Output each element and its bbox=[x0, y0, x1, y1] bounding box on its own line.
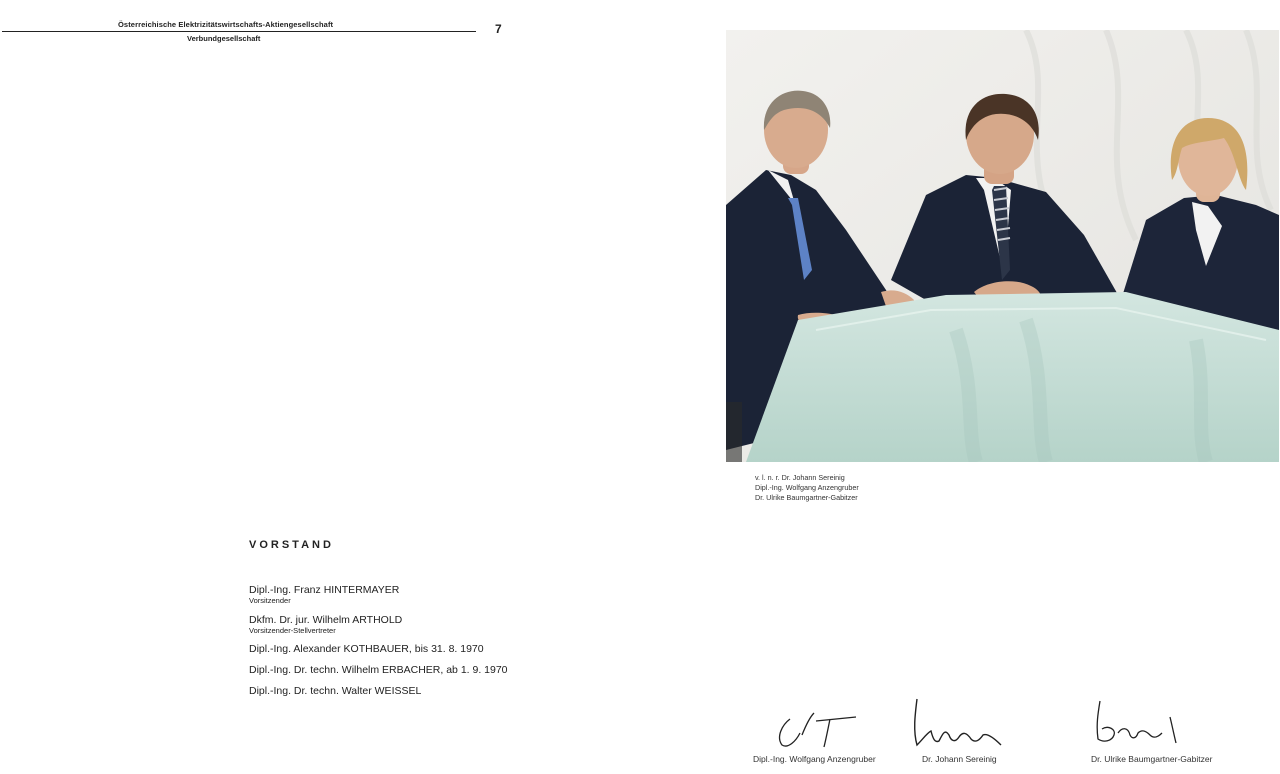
header-rule bbox=[2, 31, 476, 32]
signature-baumgartner-gabitzer bbox=[1090, 695, 1190, 753]
page-number: 7 bbox=[495, 22, 502, 36]
signature-sereinig bbox=[905, 695, 1015, 753]
member-role: Vorsitzender-Stellvertreter bbox=[249, 626, 336, 635]
photo-caption bbox=[755, 473, 859, 503]
member-name: Dipl.-Ing. Dr. techn. Wilhelm ERBACHER, ab 1. 9. 1970 bbox=[249, 664, 508, 676]
header-subtitle: Verbundgesellschaft bbox=[187, 34, 261, 43]
board-member bbox=[249, 643, 484, 655]
caption-line: Dr. Ulrike Baumgartner-Gabitzer bbox=[755, 493, 858, 502]
signature-name: Dr. Johann Sereinig bbox=[922, 754, 997, 764]
board-member bbox=[249, 685, 421, 697]
caption-line: v. l. n. r. Dr. Johann Sereinig bbox=[755, 473, 845, 482]
board-member bbox=[249, 664, 508, 676]
member-name: Dipl.-Ing. Franz HINTERMAYER bbox=[249, 584, 400, 596]
header-company: Österreichische Elektrizitätswirtschafts-Aktiengesellschaft bbox=[118, 20, 334, 29]
member-name: Dipl.-Ing. Alexander KOTHBAUER, bis 31. 8. 1970 bbox=[249, 643, 484, 655]
board-member bbox=[249, 584, 399, 605]
caption-line: Dipl.-Ing. Wolfgang Anzengruber bbox=[755, 483, 859, 492]
signature-name: Dr. Ulrike Baumgartner-Gabitzer bbox=[1091, 754, 1213, 764]
section-title: VORSTAND bbox=[249, 539, 334, 551]
board-member bbox=[249, 614, 402, 635]
board-photo bbox=[726, 30, 1279, 462]
left-page bbox=[0, 0, 535, 774]
signature-name: Dipl.-Ing. Wolfgang Anzengruber bbox=[753, 754, 876, 764]
member-name: Dipl.-Ing. Dr. techn. Walter WEISSEL bbox=[249, 685, 422, 697]
member-role: Vorsitzender bbox=[249, 596, 291, 605]
signature-anzengruber bbox=[770, 695, 865, 753]
member-name: Dkfm. Dr. jur. Wilhelm ARTHOLD bbox=[249, 614, 403, 626]
